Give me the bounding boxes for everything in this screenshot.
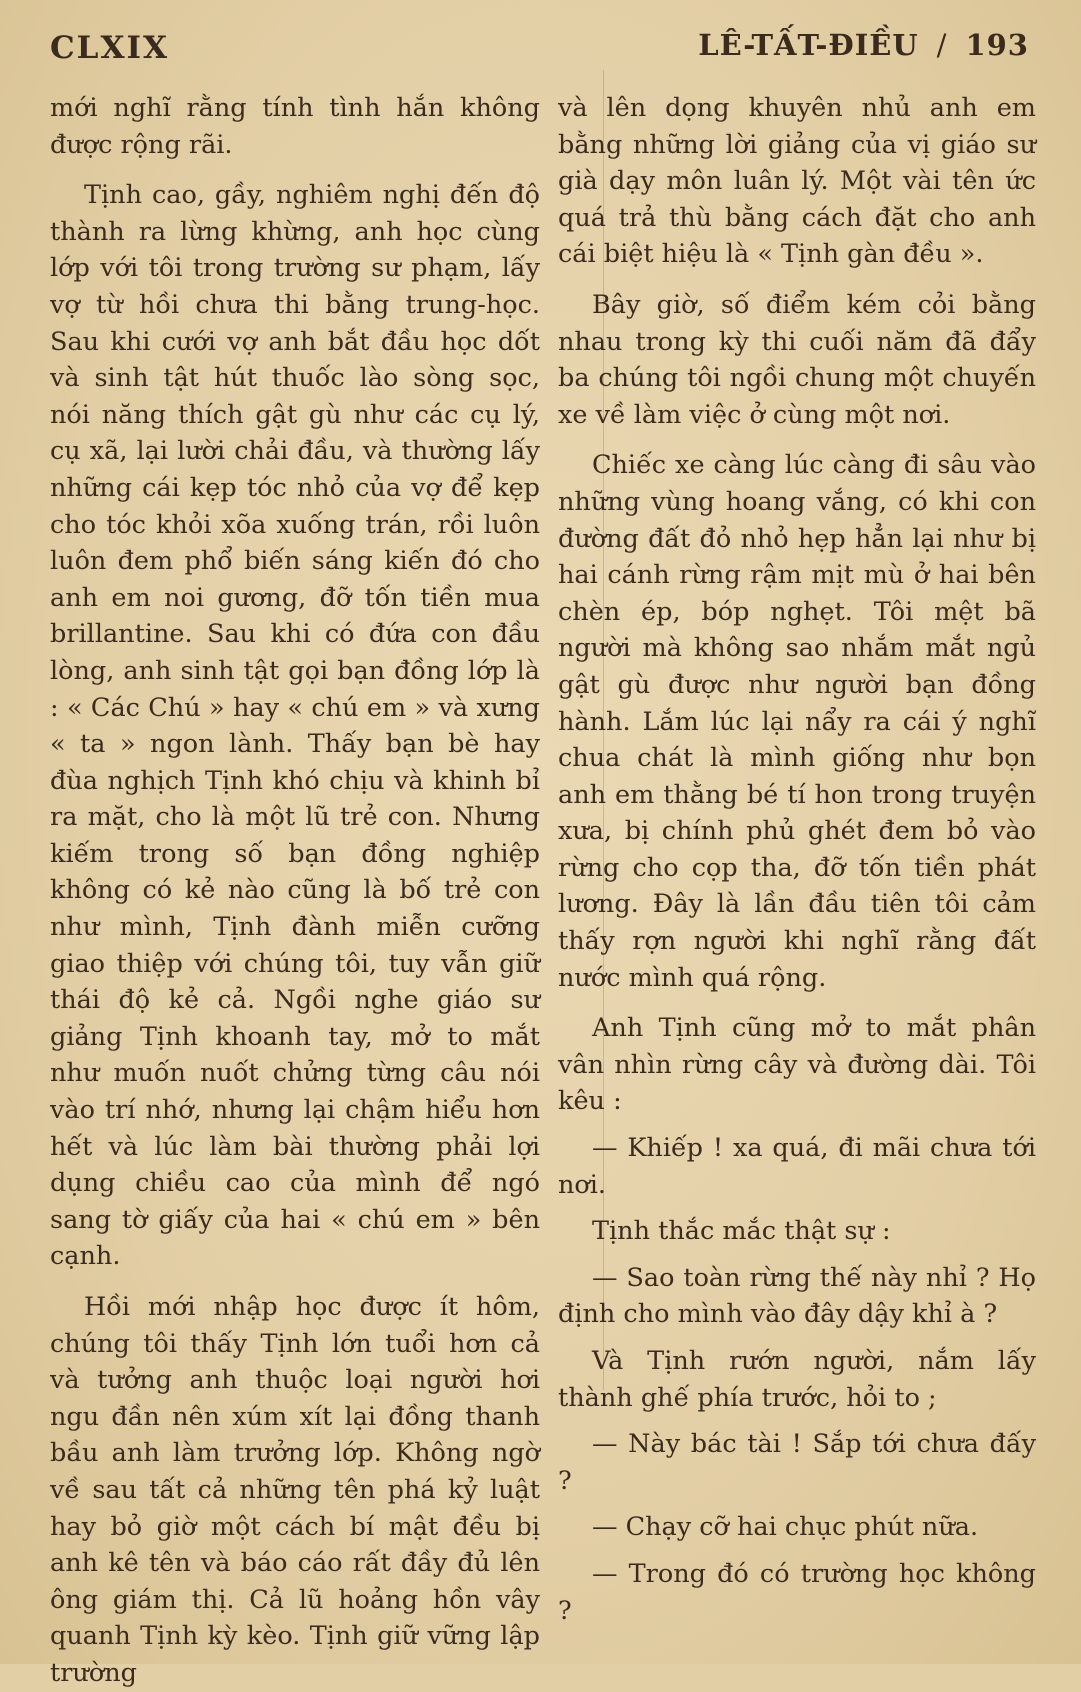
dialogue-line: — Khiếp ! xa quá, đi mãi chưa tới nơi. — [558, 1133, 1036, 1200]
paragraph: Tịnh thắc mắc thật sự : — [592, 1216, 891, 1247]
paragraph-continuation: mới nghĩ rằng tính tình hắn không được rộng rãi. — [50, 93, 540, 160]
paragraph: Chiếc xe càng lúc càng đi sâu vào những vùng hoang vắng, có khi con đường đất đỏ nhỏ hẹp hẳn lại như bị hai cánh rừng rậm mịt mù ở hai bên chèn ép, bóp nghẹt. Tôi mệt bã người mà không sao nhắm mắt ngủ gật gù được như người bạn đồng hành. Lắm lúc lại nẩy ra cái ý nghĩ chua chát là mình giống như bọn anh em thằng bé tí hon trong truyện xưa, bị chính phủ ghét đem bỏ vào rừng cho cọp tha, đỡ tốn tiền phát lương. Đây là lần đầu tiên tôi cảm thấy rợn người khi nghĩ rằng đất nước mình quá rộng. — [558, 450, 1036, 993]
running-head — [0, 22, 1081, 72]
right-column — [558, 90, 1036, 1629]
chapter-numeral: CLXIX — [50, 30, 170, 66]
paragraph: Tịnh cao, gầy, nghiêm nghị đến độ thành ra lừng khừng, anh học cùng lớp với tôi trong trường sư phạm, lấy vợ từ hồi chưa thi bằng trung-học. Sau khi cưới vợ anh bắt đầu học dốt và sinh tật hút thuốc lào sòng sọc, nói năng thích gật gù như các cụ lý, cụ xã, lại lười chải đầu, và thường lấy những cái kẹp tóc nhỏ của vợ để kẹp cho tóc khỏi xõa xuống trán, rồi luôn luôn đem phổ biến sáng kiến đó cho anh em noi gương, đỡ tốn tiền mua brillantine. Sau khi có đứa con đầu lòng, anh sinh tật gọi bạn đồng lớp là : « Các Chú » hay « chú em » và xưng « ta » ngon lành. Thấy bạn bè hay đùa nghịch Tịnh khó chịu và khinh bỉ ra mặt, cho là một lũ trẻ con. Nhưng kiếm trong số bạn đồng nghiệp không có kẻ nào cũng là bố trẻ con như mình, Tịnh đành miễn cưỡng giao thiệp với chúng tôi, tuy vẫn giữ thái độ kẻ cả. Ngồi nghe giáo sư giảng Tịnh khoanh tay, mở to mắt như muốn nuốt chửng từng câu nói vào trí nhớ, nhưng lại chậm hiểu hơn hết và lúc làm bài thường phải lợi dụng chiều cao của mình để ngó sang tờ giấy của hai « chú em » bên cạnh. — [50, 180, 540, 1272]
left-column — [50, 90, 540, 1692]
paragraph-continuation: và lên dọng khuyên nhủ anh em bằng những lời giảng của vị giáo sư già dạy môn luân lý. Một vài tên ức quá trả thù bằng cách đặt cho anh cái biệt hiệu là « Tịnh gàn đều ». — [558, 93, 1036, 270]
dialogue-line: — Trong đó có trường học không ? — [558, 1558, 1036, 1626]
page-number: 193 — [965, 28, 1029, 62]
dialogue-line: — Sao toàn rừng thế này nhỉ ? Họ định cho mình vào đây dậy khỉ à ? — [558, 1262, 1036, 1330]
author-name: LÊ-TẤT-ĐIỀU — [698, 28, 919, 62]
paragraph: Và Tịnh rướn người, nắm lấy thành ghế phía trước, hỏi to ; — [558, 1346, 1036, 1413]
paragraph: Bây giờ, số điểm kém cỏi bằng nhau trong kỳ thi cuối năm đã đẩy ba chúng tôi ngồi chung một chuyến xe về làm việc ở cùng một nơi. — [558, 289, 1036, 430]
header-separator: / — [936, 28, 948, 62]
paragraph: Hồi mới nhập học được ít hôm, chúng tôi thấy Tịnh lớn tuổi hơn cả và tưởng anh thuộc loại người hơi ngu đần nên xúm xít lại đồng thanh bầu anh làm trưởng lớp. Không ngờ về sau tất cả những tên phá kỷ luật hay bỏ giờ một cách bí mật đều bị anh kê tên và báo cáo rất đầy đủ lên ông giám thị. Cả lũ hoảng hồn vây quanh Tịnh kỳ kèo. Tịnh giữ vững lập trường — [50, 1292, 540, 1688]
author-and-page — [698, 28, 1029, 62]
dialogue-line: — Chạy cỡ hai chục phút nữa. — [592, 1512, 979, 1543]
dialogue-line: — Này bác tài ! Sắp tới chưa đấy ? — [558, 1429, 1036, 1496]
paragraph: Anh Tịnh cũng mở to mắt phân vân nhìn rừng cây và đường dài. Tôi kêu : — [558, 1013, 1036, 1117]
